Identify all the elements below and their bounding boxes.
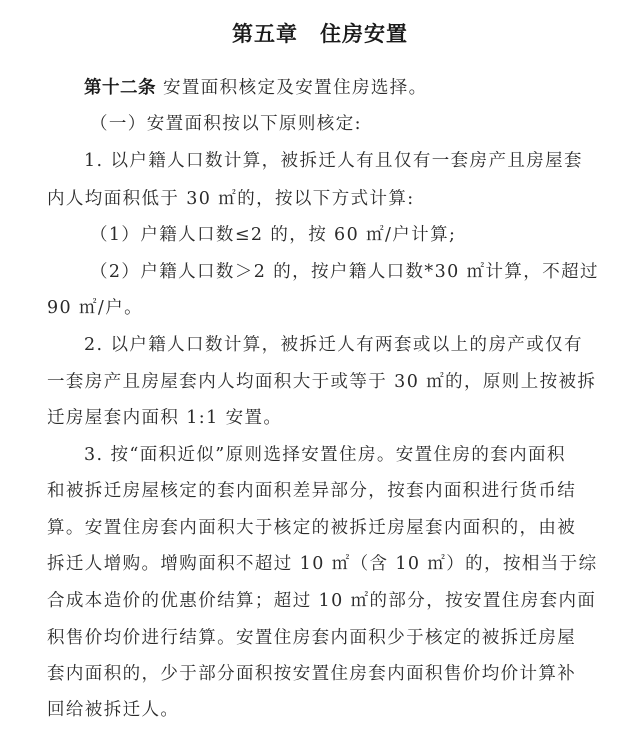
- paragraph-line: （1）户籍人口数≤2 的，按 60 ㎡/户计算;: [90, 225, 457, 245]
- paragraph-line: 积售价均价进行结算。安置住房套内面积少于核定的被拆迁房屋: [47, 628, 577, 648]
- article-header: [84, 74, 636, 102]
- article-label: 第十二条: [84, 78, 156, 98]
- paragraph-line: 1. 以户籍人口数计算，被拆迁人有且仅有一套房产且房屋套: [84, 151, 583, 171]
- paragraph-line: （2）户籍人口数＞2 的，按户籍人口数*30 ㎡计算，不超过: [90, 262, 599, 282]
- paragraph-line: 一套房产且房屋套内人均面积大于或等于 30 ㎡的，原则上按被拆: [47, 372, 597, 392]
- chapter-number: 第五章: [232, 21, 298, 46]
- paragraph-line: 合成本造价的优惠价结算；超过 10 ㎡的部分，按安置住房套内面: [47, 591, 597, 611]
- paragraph-line: 套内面积的，少于部分面积按安置住房套内面积售价均价计算补: [47, 664, 577, 684]
- paragraph-line: 2. 以户籍人口数计算，被拆迁人有两套或以上的房产或仅有: [84, 335, 583, 355]
- paragraph-line: 迁房屋套内面积 1:1 安置。: [47, 408, 283, 428]
- paragraph-line: 3. 按“面积近似”原则选择安置住房。安置住房的套内面积: [84, 445, 566, 465]
- paragraph-line: 90 ㎡/户。: [47, 298, 144, 318]
- paragraph-line: 回给被拆迁人。: [47, 700, 180, 720]
- article-heading: 安置面积核定及安置住房选择。: [162, 78, 428, 98]
- paragraph-line: （一）安置面积按以下原则核定:: [90, 114, 362, 134]
- chapter-title: [0, 18, 640, 48]
- paragraph-line: 和被拆迁房屋核定的套内面积差异部分，按套内面积进行货币结: [47, 481, 577, 501]
- chapter-name: 住房安置: [320, 21, 408, 46]
- paragraph-line: 算。安置住房套内面积大于核定的被拆迁房屋套内面积的，由被: [47, 518, 577, 538]
- paragraph-line: 拆迁人增购。增购面积不超过 10 ㎡（含 10 ㎡）的，按相当于综: [47, 554, 598, 574]
- paragraph-line: 内人均面积低于 30 ㎡的，按以下方式计算:: [47, 189, 415, 209]
